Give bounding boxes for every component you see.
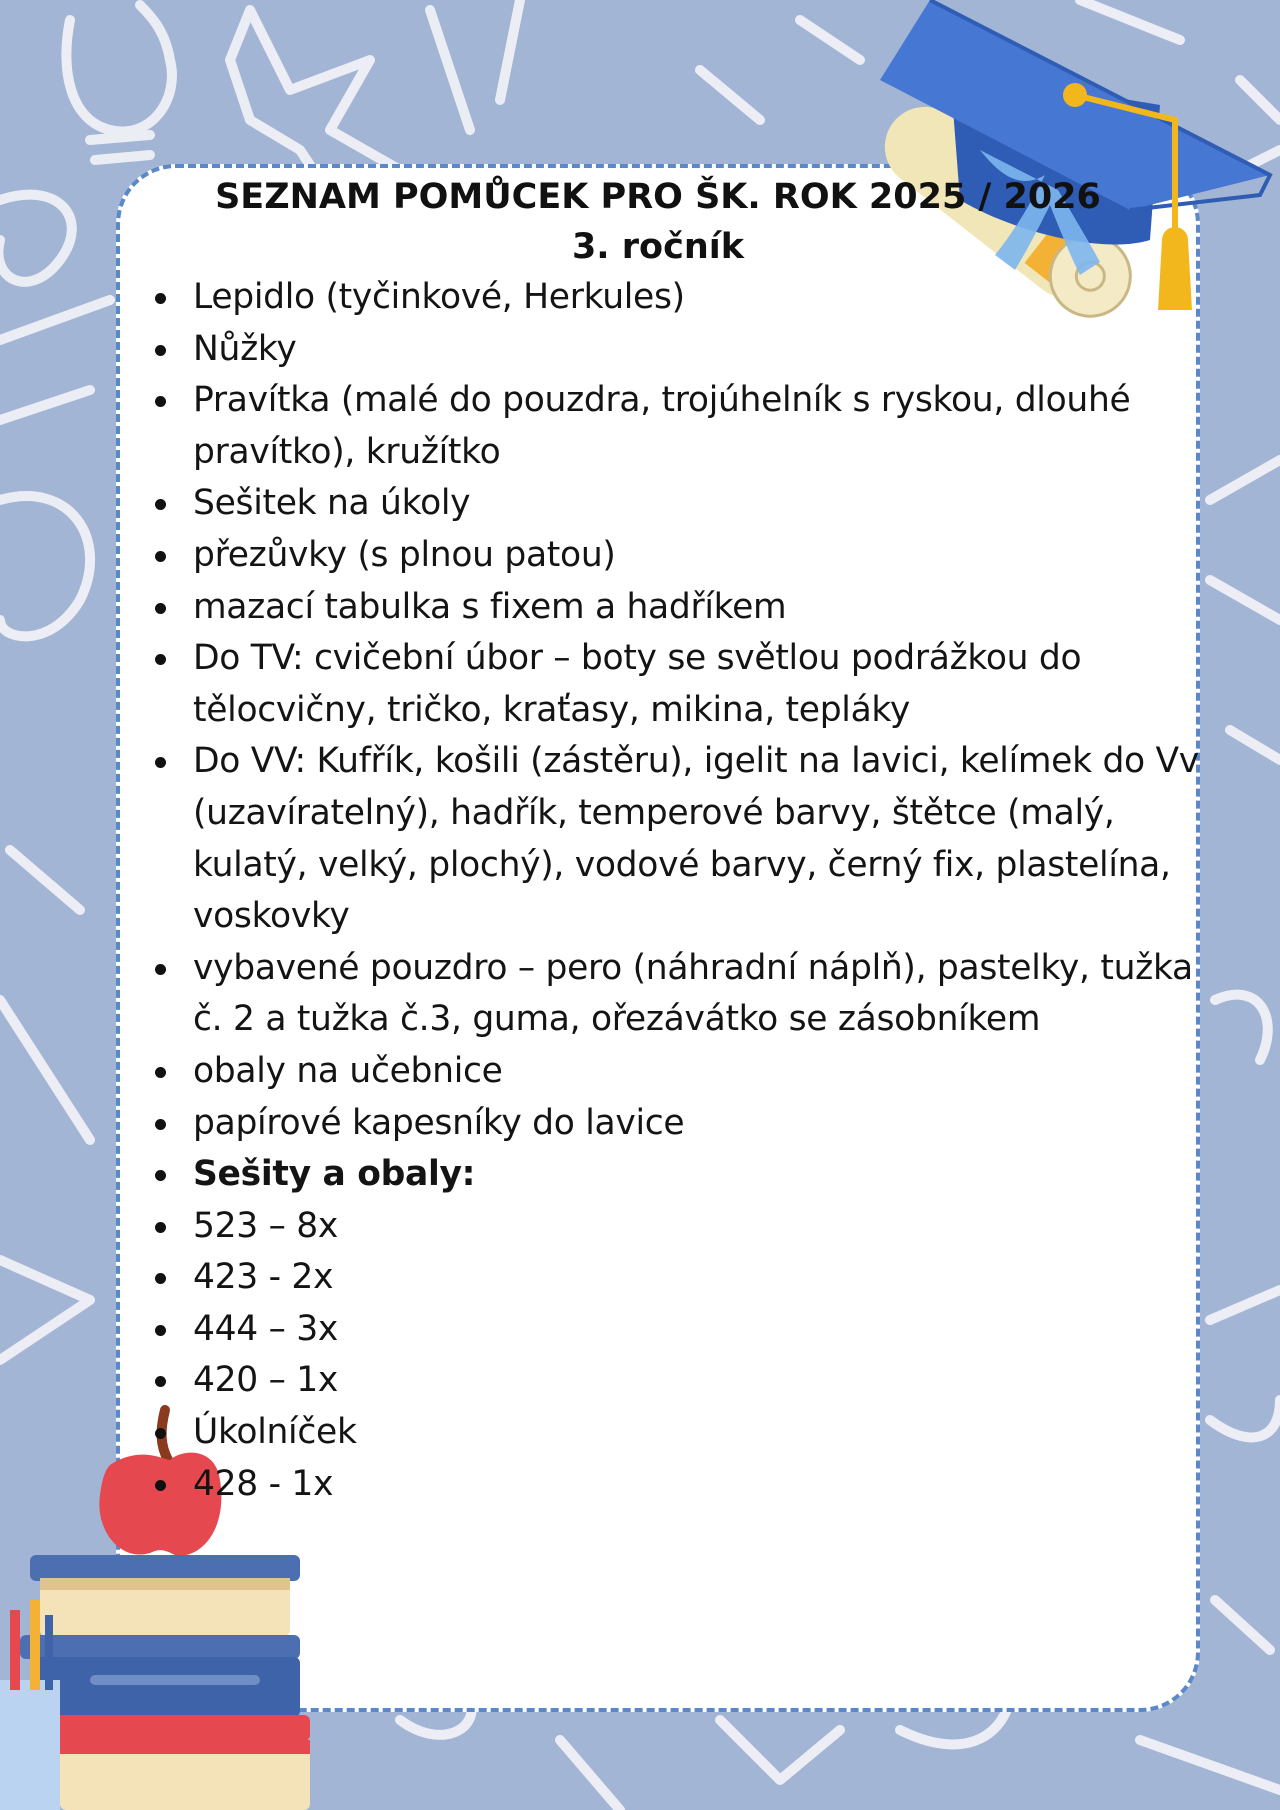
list-item: přezůvky (s plnou patou)	[148, 530, 1208, 582]
list-item: 444 – 3x	[148, 1304, 1208, 1356]
list-item: Do TV: cvičební úbor – boty se světlou podrážkou do tělocvičny, tričko, kraťasy, mikina, tepláky	[148, 633, 1208, 736]
list-item: mazací tabulka s fixem a hadříkem	[148, 582, 1208, 634]
list-item: Sešitek na úkoly	[148, 478, 1208, 530]
list-item: 428 - 1x	[148, 1459, 1208, 1511]
list-item: 423 - 2x	[148, 1252, 1208, 1304]
supply-list	[148, 272, 1208, 1510]
title-line-1: SEZNAM POMŮCEK PRO ŠK. ROK 2025 / 2026	[215, 177, 1101, 217]
title-line-2: 3. ročník	[571, 227, 745, 267]
list-item: Nůžky	[148, 324, 1208, 376]
list-item: obaly na učebnice	[148, 1046, 1208, 1098]
list-item: Sešity a obaly:	[148, 1149, 1208, 1201]
page-title	[116, 172, 1200, 272]
list-item: Úkolníček	[148, 1407, 1208, 1459]
list-item: Lepidlo (tyčinkové, Herkules)	[148, 272, 1208, 324]
list-item: papírové kapesníky do lavice	[148, 1098, 1208, 1150]
list-item: vybavené pouzdro – pero (náhradní náplň), pastelky, tužka č. 2 a tužka č.3, guma, ořezávátko se zásobníkem	[148, 943, 1208, 1046]
list-item: 420 – 1x	[148, 1355, 1208, 1407]
list-item: Do VV: Kufřík, košili (zástěru), igelit na lavici, kelímek do Vv (uzavíratelný), hadřík, temperové barvy, štětce (malý, kulatý, velký, plochý), vodové barvy, černý fix, plastelína, voskovky	[148, 736, 1208, 942]
list-item: 523 – 8x	[148, 1201, 1208, 1253]
list-item: Pravítka (malé do pouzdra, trojúhelník s ryskou, dlouhé pravítko), kružítko	[148, 375, 1208, 478]
